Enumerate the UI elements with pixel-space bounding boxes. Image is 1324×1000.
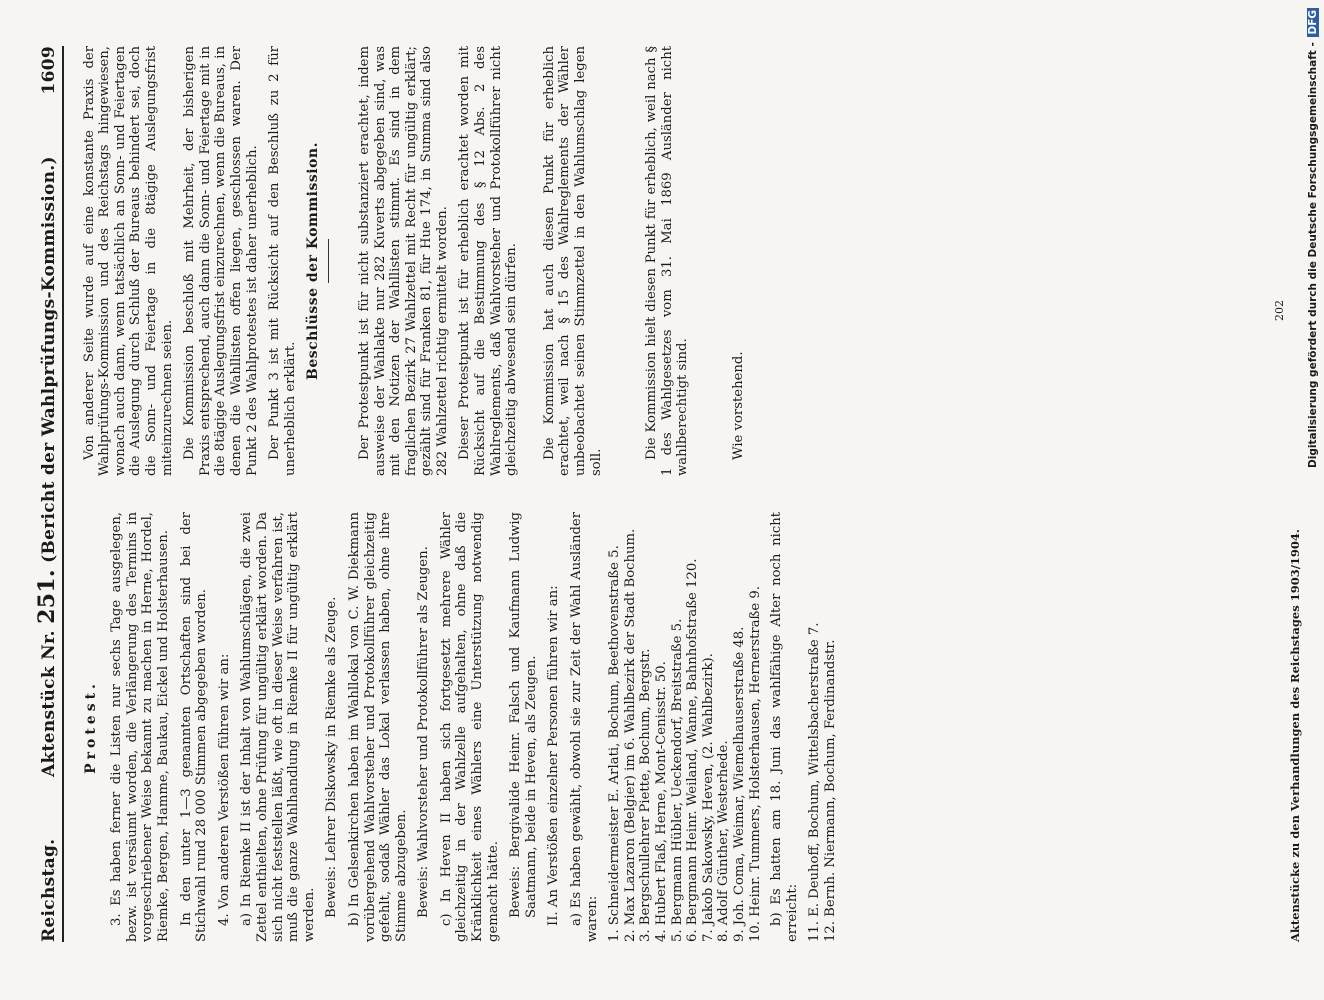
header-page-number: 1609 xyxy=(39,46,59,95)
item-4b-evidence: Beweis: Wahlvorsteher und Protokollführer als Zeugen. xyxy=(416,546,432,918)
header-aktenstueck: Aktenstück Nr. xyxy=(39,630,59,778)
header-subtitle: (Bericht der Wahlprüfungs-Kommission.) xyxy=(39,156,59,563)
list-item: 10. Heinr. Tummers, Holsterhausen, Hernerstraße 9. xyxy=(747,586,763,942)
item-4b: b) In Gelsenkirchen haben im Wahllokal von C. W. Diekmann vorübergehend Wahlvorsteher und Protokollführer gleichzeitig gefehlt, sodaß Wähler das Lokal verlassen haben, ohne ihre Stimme abzugeben. xyxy=(346,512,409,942)
list-item: 12. Bernh. Niermann, Bochum, Ferdinandstr. xyxy=(822,639,838,942)
list-item: 11. E. Deuhoff, Bochum, Wittelsbacherstraße 7. xyxy=(807,622,823,942)
item-3b: In den unter 1—3 genannten Ortschaften sind bei der Stichwahl rund 28 000 Stimmen abgegeben worden. xyxy=(178,512,210,942)
list-item: 4. Hubert Flaß, Herne, Mont-Cenisstr. 50. xyxy=(654,661,669,942)
item-IIb: b) Es hatten am 18. Juni das wahlfähige Alter noch nicht erreicht: xyxy=(769,512,800,942)
right-paragraph-5: Dieser Protestpunkt ist für erheblich erachtet worden mit Rücksicht auf die Bestimmung des § 12 Abs. 2 des Wahlreglements, daß Wahlvorsteher und Protokollführer nicht gleichzeitig abwesend sein dürfen. xyxy=(457,46,520,476)
commission-heading: Beschlüsse der Kommission. xyxy=(306,46,329,476)
item-II: II. An Verstößen einzelner Personen führen wir an: xyxy=(546,585,562,926)
underage-list xyxy=(807,512,838,942)
item-4: 4. Von anderen Verstößen führen wir an: xyxy=(216,653,232,926)
sheet-number: 202 xyxy=(1273,300,1287,321)
foreigner-list xyxy=(607,512,763,942)
list-item: 1. Schneidermeister E. Arlati, Bochum, Beethovenstraße 5. xyxy=(607,545,623,942)
dfg-logo: DFG xyxy=(1307,10,1319,35)
right-paragraph-6: Die Kommission hat auch diesen Punkt für erheblich erachtet, weil nach § 15 des Wahlreglements der Wähler unbeobachtet seinen Stimmzettel in den Wahlumschlag legen soll. xyxy=(541,46,604,476)
list-item: 5. Bergmann Hübler, Ueckendorf, Breitstraße 5. xyxy=(669,618,685,942)
item-4a-evidence: Beweis: Lehrer Diskowsky in Riemke als Zeuge. xyxy=(324,596,340,918)
item-4a: a) In Riemke II ist der Inhalt von Wahlumschlägen, die zwei Zettel enthielten, ohne Prüfung für ungültig erklärt worden. Da sich nicht feststellen läßt, wie oft in dieser Weise verfahren ist, muß die ganze Wahlhandlung in Riemke II für ungültig erklärt werden. xyxy=(239,512,317,942)
header-number: 251. xyxy=(34,569,60,624)
page-header xyxy=(34,46,64,942)
right-paragraph-1: Von anderer Seite wurde auf eine konstante Praxis der Wahlprüfungs-Kommission und des Reichstags hingewiesen, wonach auch dann, wenn tatsächlich an Sonn- und Feiertagen die Auslegung durch Schluß der Bureaus behindert sei, doch die Sonn- und Feiertage in die 8tägige Auslegungsfrist miteinzurechnen seien. xyxy=(81,46,175,476)
right-paragraph-3: Der Punkt 3 ist mit Rücksicht auf den Beschluß zu 2 für unerheblich erklärt. xyxy=(267,46,298,476)
item-4c-evidence: Beweis: Bergivalide Heinr. Falsch und Kaufmann Ludwig Saatmann, beide in Heven, als Zeugen. xyxy=(508,512,539,918)
protest-heading: Protest. xyxy=(82,680,99,774)
item-IIa: a) Es haben gewählt, obwohl sie zur Zeit der Wahl Ausländer waren: xyxy=(569,512,600,942)
item-4c: c) In Heven II haben sich fortgesetzt mehrere Wähler gleichzeitig in der Wahlzelle aufgehalten, ohne daß die Kränklichkeit eines Wählers eine Unterstützung notwendig gemacht hätte. xyxy=(438,512,501,942)
list-item: 6. Bergmann Heinr. Weiland, Wanne, Bahnhofstraße 120. xyxy=(685,558,701,942)
right-paragraph-2: Die Kommission beschloß mit Mehrheit, der bisherigen Praxis entsprechend, auch dann die Sonn- und Feiertage mit in die 8tägige Auslegungsfrist einzurechnen, wenn die Bureaus, in denen die Wahllisten offen liegen, geschlossen waren. Der Punkt 2 des Wahlprotestes ist daher unerheblich. xyxy=(182,46,260,476)
header-left: Reichstag. xyxy=(39,838,59,942)
list-item: 2. Max Lazaron (Belgier) im 6. Wahlbezirk der Stadt Bochum. xyxy=(622,528,638,942)
header-center xyxy=(34,95,60,839)
right-column xyxy=(76,46,845,476)
right-paragraph-4: Der Protestpunkt ist für nicht substanziert erachtet, indem ausweise der Wahlakte nur 282 Kuverts abgegeben sind, was mit den Notizen der Wahllisten stimmt. Es sind in dem fraglichen Bezirk 27 Wahlzettel mit Recht für ungültig erklärt; gezählt sind für Franken 81, für Hue 174, in Summa sind also 282 Wahlzettel richtig ermittelt worden. xyxy=(356,46,450,476)
right-paragraph-7: Die Kommission hielt diesen Punkt für erheblich, weil nach § 1 des Wahlgesetzes vom 31. Mai 1869 Ausländer nicht wahlberechtigt sind. xyxy=(644,46,691,476)
list-item: 3. Bergschullehrer Piette, Bochum, Bergstr. xyxy=(638,648,654,942)
left-column xyxy=(76,512,845,942)
list-item: 9. Joh. Coma, Weimar, Wiemelhauserstraße 48. xyxy=(731,626,747,942)
digitization-credit xyxy=(1306,8,1320,992)
item-3: 3. Es haben ferner die Listen nur sechs Tage ausgelegen, bezw. ist versäumt worden, die Verlängerung des Termins in vorgeschriebener Weise bekannt zu machen in Herne, Hordel, Riemke, Bergen, Hamme, Baukau, Eickel und Holsterhausen. xyxy=(109,512,171,942)
list-item: 7. Jakob Sakowsky, Heven, (2. Wahlbezirk). xyxy=(700,653,716,942)
right-paragraph-8: Wie vorstehend. xyxy=(731,351,746,460)
list-item: 8. Adolf Günther, Westerhede. xyxy=(716,740,732,942)
credit-text: Digitalisierung gefördert durch die Deutsche Forschungsgemeinschaft - xyxy=(1307,42,1319,468)
footer-source: Aktenstücke zu den Verhandlungen des Reichstages 1903/1904. xyxy=(1288,529,1303,942)
